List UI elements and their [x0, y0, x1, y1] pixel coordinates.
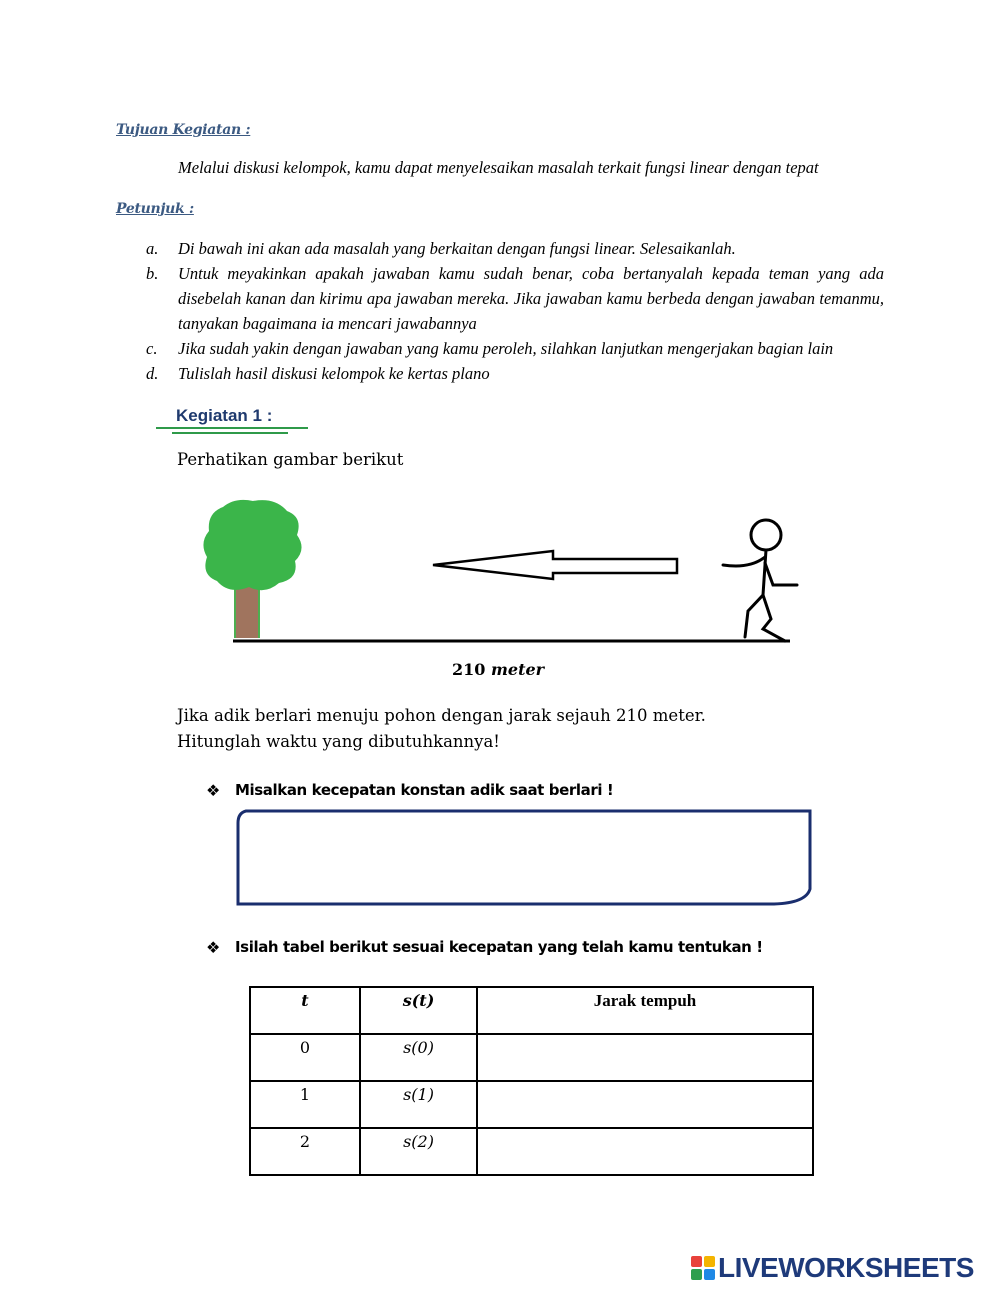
list-item-text: Jika sudah yakin dengan jawaban yang kamu peroleh, silahkan lanjutkan mengerjakan bagian lain: [178, 339, 834, 358]
distance-unit: meter: [490, 660, 545, 679]
answer-box[interactable]: [234, 807, 816, 909]
tujuan-text: Melalui diskusi kelompok, kamu dapat menyelesaikan masalah terkait fungsi linear dengan tepat: [178, 158, 819, 177]
brand-logo: [690, 1252, 974, 1284]
petunjuk-item-a: [146, 236, 884, 261]
kegiatan-intro: Perhatikan gambar berikut: [177, 450, 404, 469]
table-row: [250, 1034, 813, 1081]
list-marker: b.: [146, 264, 159, 283]
bullet-1-text: Misalkan kecepatan konstan adik saat berlari !: [235, 781, 614, 799]
petunjuk-heading: Petunjuk :: [116, 201, 194, 217]
tujuan-heading: Tujuan Kegiatan :: [116, 122, 251, 138]
distance-label: [452, 660, 544, 679]
cell-s: s(1): [360, 1081, 477, 1128]
table-row: [250, 1128, 813, 1175]
header-jarak: Jarak tempuh: [477, 987, 813, 1034]
diamond-bullet-icon: ❖: [206, 938, 221, 957]
header-t: t: [250, 987, 360, 1034]
cell-t: 1: [250, 1081, 360, 1128]
list-item-text: Untuk meyakinkan apakah jawaban kamu sudah benar, coba bertanyalah kepada teman yang ada disebelah kanan dan kirimu apa jawaban mereka. Jika jawaban kamu berbeda dengan jawaban temanmu, tanyakan bagaimana ia mencari jawabannya: [178, 264, 884, 333]
running-person-icon: [723, 520, 797, 641]
cell-s: s(0): [360, 1034, 477, 1081]
kegiatan-underline-2: [172, 432, 288, 434]
cell-jarak-input[interactable]: [477, 1034, 813, 1081]
problem-line-2: Hitunglah waktu yang dibutuhkannya!: [177, 732, 500, 751]
diamond-bullet-icon: ❖: [206, 781, 221, 800]
cell-s: s(2): [360, 1128, 477, 1175]
petunjuk-item-c: [146, 336, 884, 361]
kegiatan-underline: [156, 427, 308, 429]
list-item-text: Di bawah ini akan ada masalah yang berkaitan dengan fungsi linear. Selesaikanlah.: [178, 239, 736, 258]
cell-t: 2: [250, 1128, 360, 1175]
table-row: [250, 1081, 813, 1128]
brand-name: LIVEWORKSHEETS: [718, 1252, 974, 1283]
liveworksheets-logo-icon: [690, 1255, 716, 1281]
petunjuk-item-d: [146, 361, 884, 386]
distance-table: [249, 986, 814, 1176]
header-s: s(t): [360, 987, 477, 1034]
arrow-left-icon: [433, 551, 677, 579]
list-marker: c.: [146, 339, 158, 358]
problem-line-1: Jika adik berlari menuju pohon dengan jarak sejauh 210 meter.: [177, 706, 706, 725]
petunjuk-item-b: [146, 261, 884, 336]
list-item-text: Tulislah hasil diskusi kelompok ke kertas plano: [178, 364, 490, 383]
table-header-row: [250, 987, 813, 1034]
bullet-2-text: Isilah tabel berikut sesuai kecepatan yang telah kamu tentukan !: [235, 938, 763, 956]
kegiatan-title: Kegiatan 1 :: [176, 406, 273, 425]
cell-t: 0: [250, 1034, 360, 1081]
cell-jarak-input[interactable]: [477, 1081, 813, 1128]
petunjuk-list: [146, 236, 884, 386]
illustration: [195, 495, 815, 655]
distance-number: 210: [452, 660, 486, 679]
cell-jarak-input[interactable]: [477, 1128, 813, 1175]
tree-icon: [203, 500, 301, 638]
list-marker: a.: [146, 239, 159, 258]
list-marker: d.: [146, 364, 159, 383]
